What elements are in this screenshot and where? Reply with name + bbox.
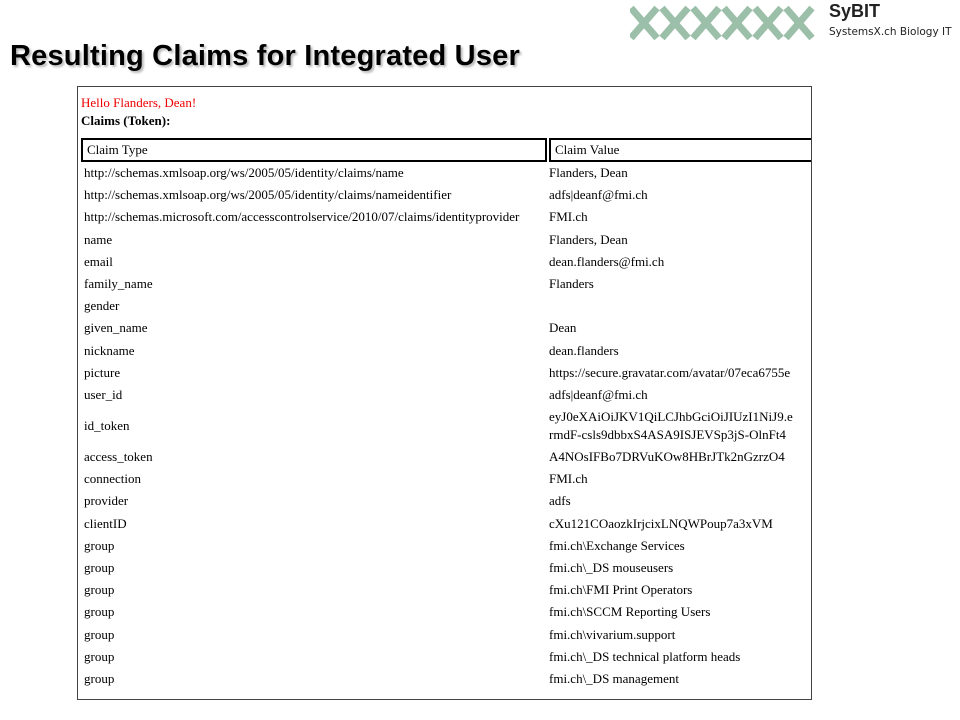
table-row (81, 668, 812, 690)
table-row (81, 317, 812, 339)
sybit-logo (630, 0, 960, 46)
browser-content-screenshot (77, 86, 812, 700)
claim-value-cell: fmi.ch\_DS technical platform heads (549, 648, 741, 664)
table-row (81, 251, 812, 273)
claim-type-cell: email (84, 253, 113, 269)
claim-type-cell: clientID (84, 515, 127, 531)
claim-value-cell: adfs|deanf@fmi.ch (549, 386, 648, 402)
claim-type-cell: group (84, 560, 115, 575)
table-row (81, 624, 812, 646)
claim-type-cell: given_name (84, 320, 148, 336)
claims-table (81, 138, 812, 690)
table-row (81, 446, 812, 468)
claim-value-cell: dean.flanders@fmi.ch (549, 253, 665, 269)
claim-value-cell: Flanders (549, 275, 594, 291)
table-row (81, 206, 812, 228)
slide-title: Resulting Claims for Integrated User (10, 40, 520, 72)
claim-type-cell: family_name (84, 275, 153, 291)
claim-type-cell: group (84, 670, 115, 686)
claim-type-cell: picture (84, 364, 121, 380)
table-row (81, 468, 812, 490)
claim-type-cell: group (84, 648, 115, 664)
claim-type-cell: group (84, 582, 115, 598)
claim-type-cell: http://schemas.microsoft.com/accesscontrolservice/2010/07/claims/identityprovider (84, 209, 520, 225)
claim-value-cell: fmi.ch\_DS management (549, 670, 679, 686)
claim-value-cell: fmi.ch\Exchange Services (549, 537, 685, 553)
table-row (81, 162, 812, 184)
claim-value-cell: FMI.ch (549, 209, 588, 225)
table-row (81, 295, 812, 317)
claim-type-cell: gender (84, 298, 120, 314)
claim-type-cell: id_token (84, 418, 130, 434)
table-row (81, 229, 812, 251)
table-row (81, 601, 812, 623)
column-header-claim-type: Claim Type (81, 138, 547, 162)
claim-value-cell: adfs|deanf@fmi.ch (549, 187, 648, 203)
column-header-claim-value: Claim Value (549, 138, 812, 162)
table-row (81, 579, 812, 601)
claim-type-cell: connection (84, 471, 142, 487)
table-row (81, 535, 812, 557)
claim-value-cell: https://secure.gravatar.com/avatar/07eca6755e (549, 364, 791, 380)
table-row (81, 384, 812, 406)
table-row (81, 646, 812, 668)
claims-heading: Claims (Token): (81, 113, 171, 128)
claim-value-cell: Flanders, Dean (549, 165, 628, 180)
claim-type-cell: http://schemas.xmlsoap.org/ws/2005/05/identity/claims/nameidentifier (84, 187, 452, 203)
table-header-row (81, 138, 812, 162)
claim-type-cell: group (84, 626, 115, 642)
table-row (81, 340, 812, 362)
claim-value-line: eyJ0eXAiOiJKV1QiLCJhbGciOiJIUzI1NiJ9.e (549, 409, 793, 425)
logo-subtitle: SystemsX.ch Biology IT (829, 26, 952, 38)
claim-value-cell: FMI.ch (549, 471, 588, 487)
table-row (81, 513, 812, 535)
claim-value-cell: dean.flanders (549, 342, 619, 358)
table-row (81, 273, 812, 295)
table-row (81, 184, 812, 206)
greeting-text: Hello Flanders, Dean! (81, 95, 197, 110)
table-row (81, 406, 812, 446)
logo-name: SyBIT (829, 1, 881, 21)
claim-type-cell: nickname (84, 342, 135, 358)
claim-type-cell: group (84, 604, 115, 620)
claim-value-cell: fmi.ch\vivarium.support (549, 626, 676, 642)
claim-value-cell: adfs (549, 493, 571, 509)
claim-value-cell: Flanders, Dean (549, 231, 628, 247)
claim-value-cell: cXu121COaozkIrjcixLNQWPoup7a3xVM (549, 515, 773, 531)
claim-type-cell: provider (84, 493, 129, 509)
claim-type-cell: http://schemas.xmlsoap.org/ws/2005/05/identity/claims/name (84, 165, 404, 180)
claim-type-cell: access_token (84, 449, 153, 465)
claim-type-cell: user_id (84, 386, 123, 402)
table-row (81, 362, 812, 384)
claim-value-cell: fmi.ch\SCCM Reporting Users (549, 604, 711, 620)
claim-type-cell: group (84, 537, 115, 553)
claim-value-cell: fmi.ch\FMI Print Operators (549, 582, 693, 598)
claim-value-cell: A4NOsIFBo7DRVuKOw8HBrJTk2nGzrzO4 (549, 449, 785, 465)
claim-value-cell: Dean (549, 320, 577, 336)
table-row (81, 557, 812, 579)
claim-value-line: rmdF-csls9dbbxS4ASA9ISJEVSp3jS-OlnFt4 (549, 427, 786, 443)
table-row (81, 490, 812, 512)
claim-value-cell: fmi.ch\_DS mouseusers (549, 560, 674, 575)
claim-type-cell: name (84, 231, 113, 247)
table-body (81, 162, 812, 690)
claim-value-cell (549, 408, 793, 444)
sybit-logo-mark-icon (630, 5, 820, 41)
